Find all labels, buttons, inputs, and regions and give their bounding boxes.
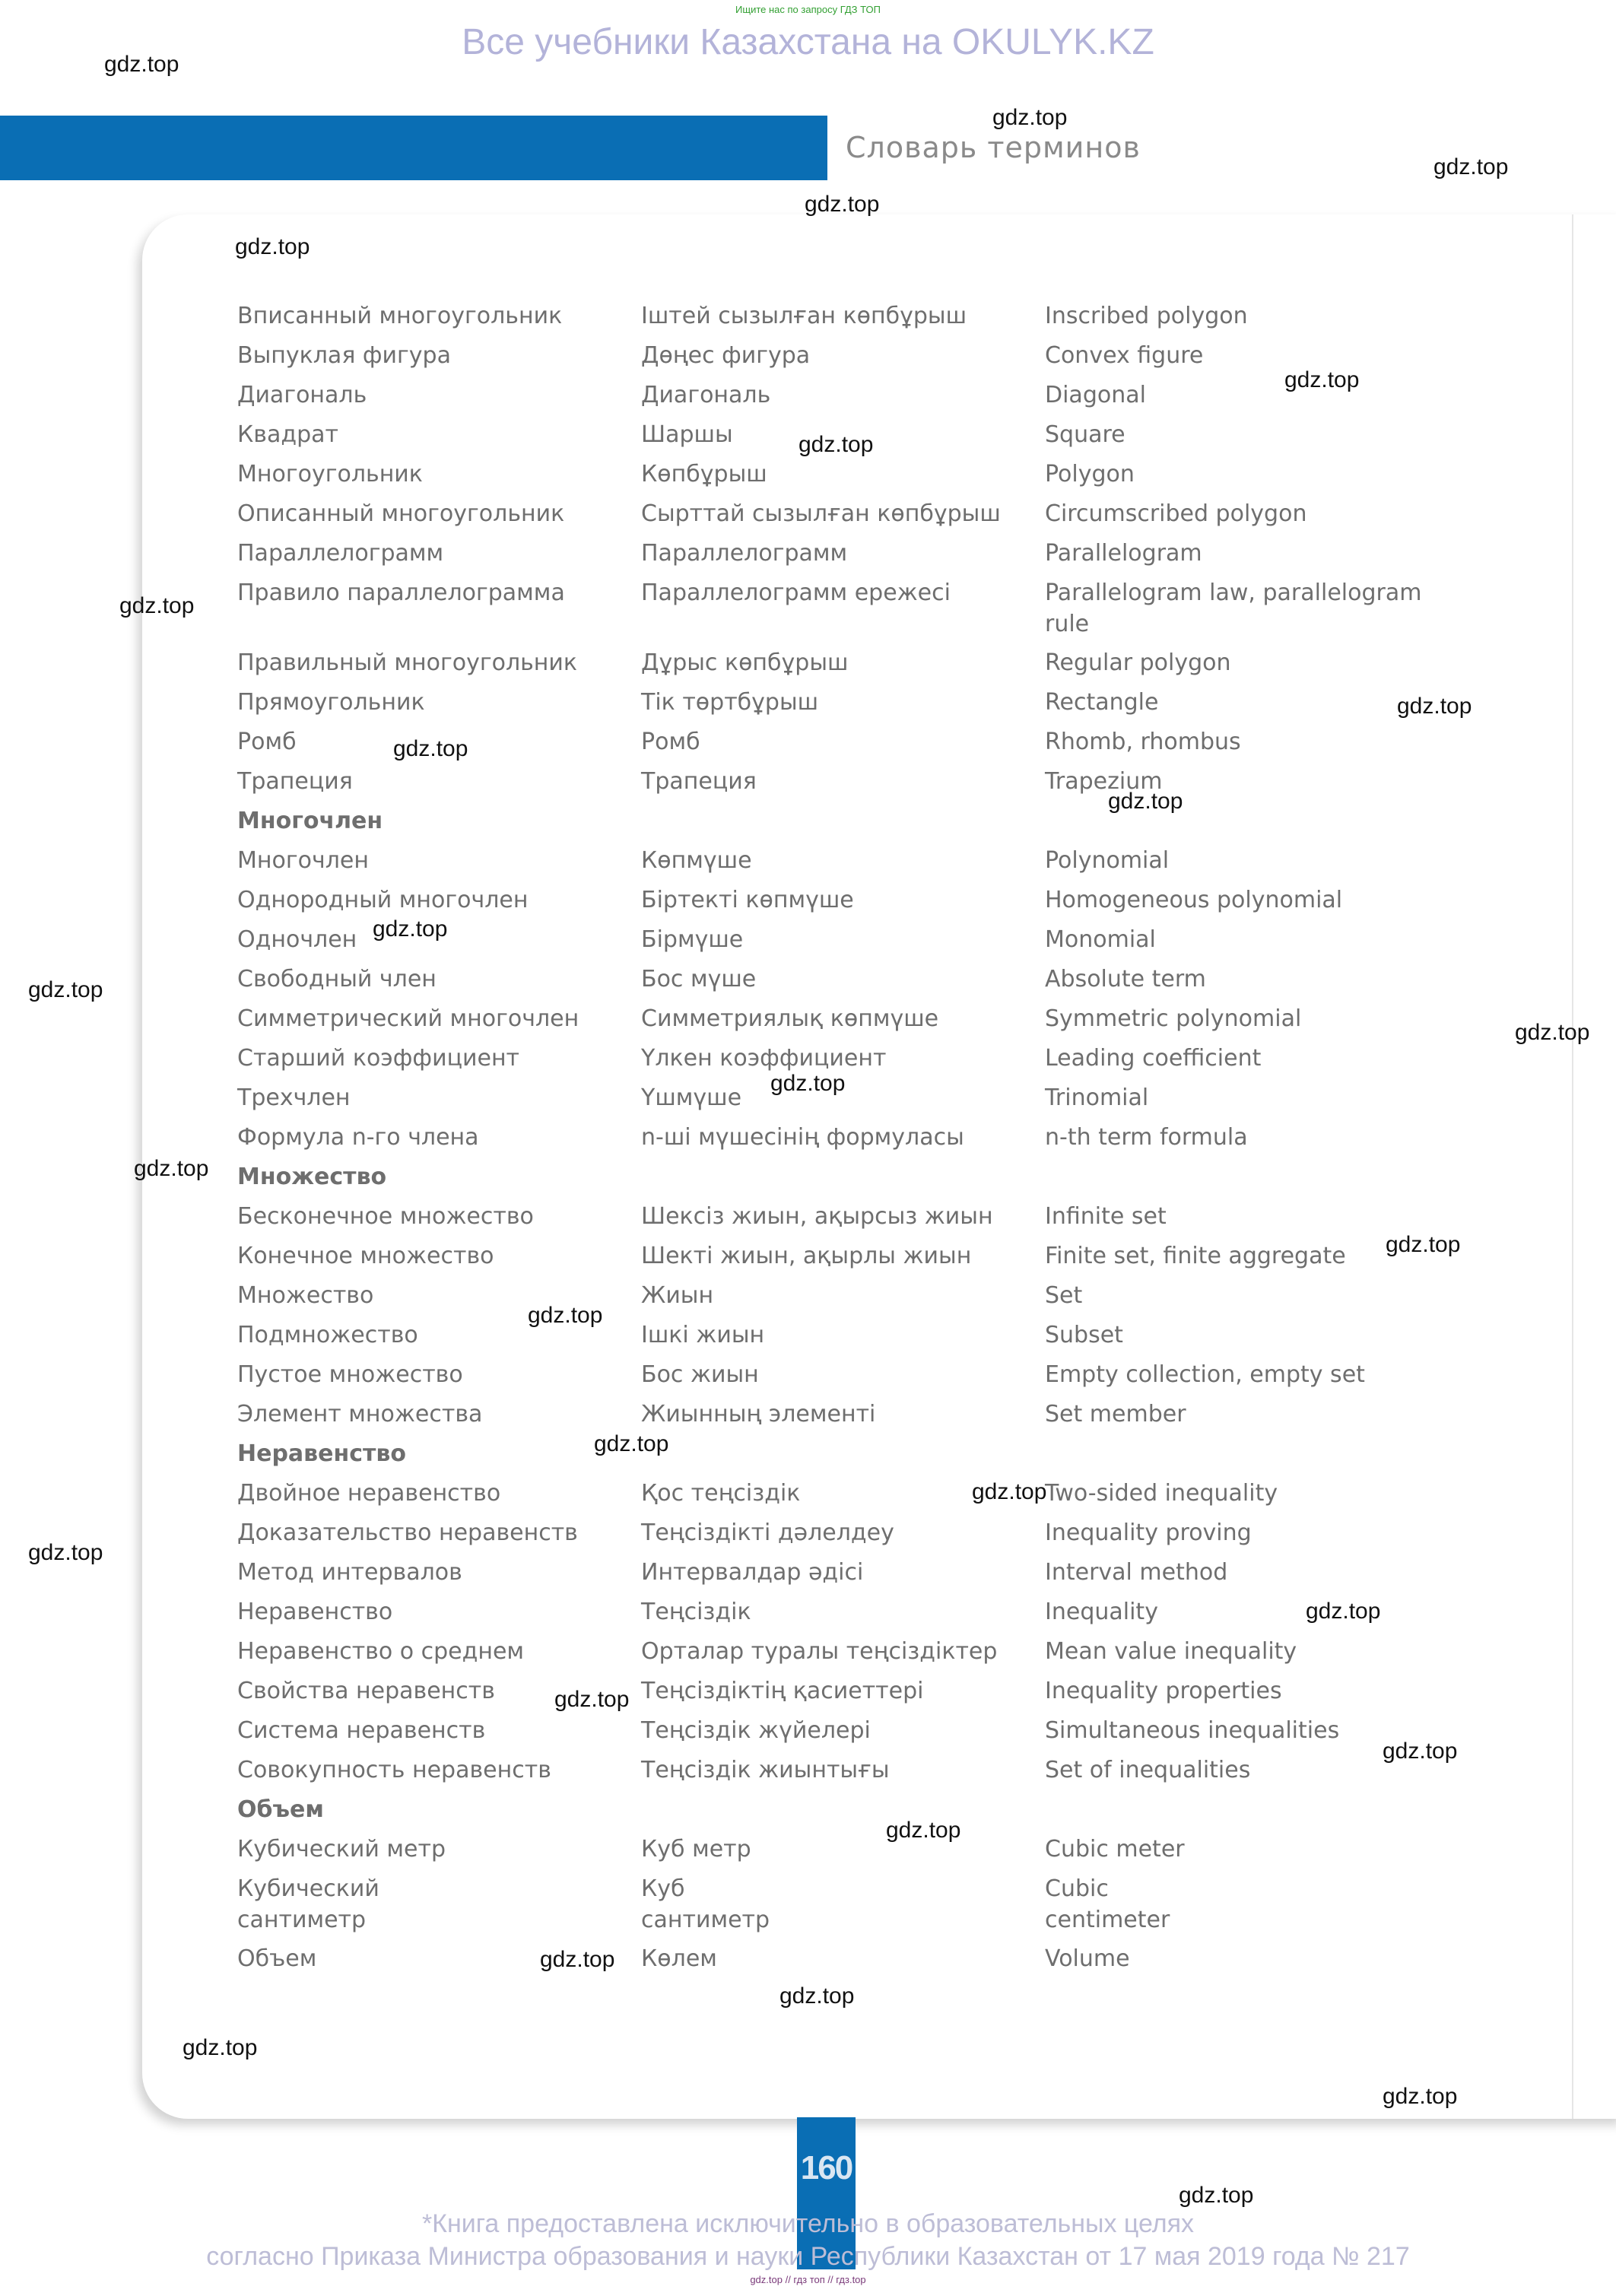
term-kazakh: Жиынның элементі — [641, 1401, 876, 1427]
term-english: Two-sided inequality — [1045, 1480, 1278, 1507]
term-english: n-th term formula — [1045, 1124, 1248, 1151]
term-english: Inequality — [1045, 1599, 1158, 1625]
term-english: Leading coefficient — [1045, 1045, 1262, 1072]
glossary-row — [237, 1319, 1545, 1359]
term-kazakh: Шаршы — [641, 421, 733, 448]
glossary-row — [237, 1873, 1545, 1943]
term-russian: Объем — [237, 1945, 317, 1972]
watermark: gdz.top — [1108, 789, 1183, 814]
term-russian: Элемент множества — [237, 1401, 483, 1427]
watermark: gdz.top — [28, 1540, 103, 1565]
watermark: gdz.top — [28, 977, 103, 1002]
term-russian: Диагональ — [237, 382, 367, 408]
watermark: gdz.top — [1179, 2183, 1254, 2208]
term-english: Inequality proving — [1045, 1520, 1252, 1546]
watermark: gdz.top — [1515, 1020, 1590, 1045]
term-russian: Свободный член — [237, 966, 437, 992]
watermark: gdz.top — [134, 1156, 209, 1181]
bottom-note: gdz.top // гдз топ // гдз.top — [750, 2274, 866, 2285]
term-russian: Метод интервалов — [237, 1559, 462, 1586]
term-english: Polygon — [1045, 461, 1135, 487]
term-russian: Бесконечное множество — [237, 1203, 534, 1230]
glossary-row — [237, 577, 1545, 647]
glossary-row — [237, 1755, 1545, 1794]
section-heading: Множество — [237, 1164, 387, 1190]
term-russian: Кубический метр — [237, 1836, 446, 1863]
glossary-row — [237, 1399, 1545, 1438]
glossary-row — [237, 1240, 1545, 1280]
term-kazakh: Бос мүше — [641, 966, 757, 992]
term-kazakh: Ромб — [641, 729, 700, 755]
term-kazakh: Теңсіздік жиынтығы — [641, 1757, 890, 1783]
term-english: Symmetric polynomial — [1045, 1005, 1302, 1032]
watermark: gdz.top — [770, 1071, 846, 1096]
term-russian: Неравенство о среднем — [237, 1638, 525, 1665]
watermark: gdz.top — [554, 1687, 630, 1712]
glossary-row — [237, 1943, 1545, 1983]
term-kazakh: Үшмүше — [641, 1084, 742, 1111]
watermark: gdz.top — [1383, 2084, 1458, 2109]
term-english: Set — [1045, 1282, 1083, 1309]
term-english: Parallelogram — [1045, 540, 1202, 567]
term-kazakh: Орталар туралы теңсіздіктер — [641, 1638, 998, 1665]
glossary-row — [237, 1517, 1545, 1557]
term-english: Infinite set — [1045, 1203, 1167, 1230]
glossary-row — [237, 1715, 1545, 1755]
top-search-note: Ищите нас по запросу ГДЗ ТОП — [735, 4, 881, 15]
term-kazakh: Симметриялық көпмүше — [641, 1005, 939, 1032]
term-english: Subset — [1045, 1322, 1123, 1348]
term-russian: Конечное множество — [237, 1243, 494, 1269]
watermark: gdz.top — [1397, 694, 1472, 719]
term-english: Inequality properties — [1045, 1678, 1282, 1704]
term-kazakh: Біртекті көпмүше — [641, 887, 854, 913]
term-kazakh: Теңсіздік — [641, 1599, 751, 1625]
term-kazakh: Көпбұрыш — [641, 461, 767, 487]
term-english: Trapezium — [1045, 768, 1163, 795]
term-russian: Однородный многочлен — [237, 887, 529, 913]
term-kazakh: Бірмүше — [641, 926, 744, 953]
term-kazakh: Дөңес фигура — [641, 342, 811, 369]
term-kazakh: Куб метр — [641, 1836, 751, 1863]
glossary-row — [237, 300, 1545, 340]
term-english: Square — [1045, 421, 1125, 448]
watermark: gdz.top — [886, 1818, 961, 1843]
term-russian: Совокупность неравенств — [237, 1757, 551, 1783]
term-russian: Параллелограмм — [237, 540, 444, 567]
term-russian: Двойное неравенство — [237, 1480, 501, 1507]
section-heading: Объем — [237, 1796, 324, 1823]
term-russian: Подмножество — [237, 1322, 418, 1348]
term-english: Set member — [1045, 1401, 1186, 1427]
term-kazakh: Шекті жиын, ақырлы жиын — [641, 1243, 972, 1269]
section-heading: Неравенство — [237, 1440, 406, 1467]
term-kazakh: Теңсіздіктің қасиеттері — [641, 1678, 924, 1704]
term-kazakh: Бос жиын — [641, 1361, 759, 1388]
term-english: Monomial — [1045, 926, 1156, 953]
term-kazakh: Дұрыс көпбұрыш — [641, 649, 849, 676]
glossary-row — [237, 419, 1545, 459]
term-kazakh: Диагональ — [641, 382, 771, 408]
watermark: gdz.top — [1284, 367, 1360, 392]
watermark: gdz.top — [972, 1479, 1047, 1504]
term-russian: Квадрат — [237, 421, 339, 448]
term-kazakh: Трапеция — [641, 768, 757, 795]
term-english: Polynomial — [1045, 847, 1170, 874]
term-english: Simultaneous inequalities — [1045, 1717, 1340, 1744]
term-kazakh: Көпмүше — [641, 847, 752, 874]
header-accent-bar — [0, 116, 827, 180]
glossary-row — [237, 647, 1545, 687]
term-english: Mean value inequality — [1045, 1638, 1297, 1665]
term-russian: Свойства неравенств — [237, 1678, 495, 1704]
term-russian: Множество — [237, 1282, 374, 1309]
watermark: gdz.top — [1306, 1599, 1381, 1624]
watermark: gdz.top — [1433, 154, 1509, 179]
glossary-row — [237, 1043, 1545, 1082]
term-english: Regular polygon — [1045, 649, 1231, 676]
watermark: gdz.top — [1383, 1739, 1458, 1764]
watermark: gdz.top — [119, 593, 195, 618]
watermark: gdz.top — [779, 1983, 855, 2009]
watermark: gdz.top — [992, 105, 1068, 130]
term-english: Set of inequalities — [1045, 1757, 1251, 1783]
term-english: Empty collection, empty set — [1045, 1361, 1365, 1388]
term-russian: Прямоугольник — [237, 689, 425, 716]
glossary-row — [237, 1478, 1545, 1517]
glossary-row — [237, 1122, 1545, 1161]
glossary-row — [237, 1359, 1545, 1399]
watermark: gdz.top — [104, 52, 179, 77]
term-kazakh: Теңсіздік жүйелері — [641, 1717, 871, 1744]
term-russian: Неравенство — [237, 1599, 393, 1625]
term-english: Volume — [1045, 1945, 1130, 1972]
watermark: gdz.top — [1386, 1232, 1461, 1257]
term-kazakh: Теңсіздікті дәлелдеу — [641, 1520, 894, 1546]
glossary-row — [237, 687, 1545, 726]
term-english: Rhomb, rhombus — [1045, 729, 1241, 755]
term-english: Absolute term — [1045, 966, 1206, 992]
term-kazakh: Шексіз жиын, ақырсыз жиын — [641, 1203, 993, 1230]
glossary-row — [237, 766, 1545, 805]
term-russian: Формула n-го члена — [237, 1124, 479, 1151]
watermark: gdz.top — [393, 736, 468, 761]
term-russian: Трехчлен — [237, 1084, 351, 1111]
term-kazakh: Сырттай сызылған көпбұрыш — [641, 500, 1001, 527]
term-english: Inscribed polygon — [1045, 303, 1248, 329]
term-english: Cubic meter — [1045, 1836, 1185, 1863]
term-kazakh: Куб сантиметр — [641, 1875, 770, 1933]
glossary-row — [237, 845, 1545, 884]
glossary-row — [237, 1675, 1545, 1715]
watermark: gdz.top — [805, 192, 880, 217]
term-russian: Симметрический многочлен — [237, 1005, 579, 1032]
term-english: Rectangle — [1045, 689, 1159, 716]
watermark: gdz.top — [528, 1303, 603, 1328]
term-russian: Старший коэффициент — [237, 1045, 520, 1072]
disclaimer-line-1: *Книга предоставлена исключительно в образовательных целях — [421, 2209, 1195, 2238]
disclaimer-line-2: согласно Приказа Министра образования и науки Республики Казахстан от 17 мая 2019 года № 217 — [206, 2242, 1410, 2271]
glossary-row — [237, 1557, 1545, 1596]
term-kazakh: Қос теңсіздік — [641, 1480, 801, 1507]
term-russian: Ромб — [237, 729, 297, 755]
term-russian: Правило параллелограмма — [237, 580, 565, 606]
term-english: Cubic centimeter — [1045, 1875, 1170, 1933]
term-russian: Многоугольник — [237, 461, 423, 487]
term-kazakh: Параллелограмм ережесі — [641, 580, 951, 606]
term-russian: Кубический сантиметр — [237, 1875, 379, 1933]
term-english: Parallelogram law, parallelogram rule — [1045, 580, 1422, 637]
watermark: gdz.top — [373, 916, 448, 942]
glossary-row — [237, 1280, 1545, 1319]
watermark: gdz.top — [594, 1431, 669, 1456]
term-russian: Трапеция — [237, 768, 353, 795]
term-kazakh: Параллелограмм — [641, 540, 848, 567]
term-russian: Доказательство неравенств — [237, 1520, 578, 1546]
term-kazakh: Тік төртбұрыш — [641, 689, 819, 716]
glossary-table — [237, 300, 1545, 1983]
term-russian: Правильный многоугольник — [237, 649, 578, 676]
term-kazakh: Іштей сызылған көпбұрыш — [641, 303, 967, 329]
term-english: Interval method — [1045, 1559, 1228, 1586]
term-russian: Пустое множество — [237, 1361, 463, 1388]
glossary-row — [237, 1003, 1545, 1043]
section-heading: Многочлен — [237, 808, 383, 834]
glossary-row — [237, 1201, 1545, 1240]
section-title: Словарь терминов — [846, 131, 1141, 164]
term-english: Homogeneous polynomial — [1045, 887, 1343, 913]
glossary-row — [237, 538, 1545, 577]
term-kazakh: Үлкен коэффициент — [641, 1045, 887, 1072]
term-kazakh: Интервалдар әдісі — [641, 1559, 864, 1586]
term-english: Trinomial — [1045, 1084, 1149, 1111]
term-russian: Одночлен — [237, 926, 357, 953]
term-english: Circumscribed polygon — [1045, 500, 1307, 527]
card-edge-divider — [1572, 214, 1573, 2119]
watermark: gdz.top — [798, 432, 874, 457]
glossary-row — [237, 1082, 1545, 1122]
glossary-row — [237, 498, 1545, 538]
term-russian: Выпуклая фигура — [237, 342, 451, 369]
term-english: Convex figure — [1045, 342, 1204, 369]
term-russian: Вписанный многоугольник — [237, 303, 563, 329]
term-russian: Система неравенств — [237, 1717, 486, 1744]
term-kazakh: n-ші мүшесінің формуласы — [641, 1124, 964, 1151]
glossary-row — [237, 459, 1545, 498]
watermark: gdz.top — [235, 234, 310, 259]
term-english: Finite set, finite aggregate — [1045, 1243, 1346, 1269]
glossary-row — [237, 1636, 1545, 1675]
site-title[interactable]: Все учебники Казахстана на OKULYK.KZ — [462, 22, 1154, 62]
watermark: gdz.top — [183, 2035, 258, 2060]
term-russian: Описанный многоугольник — [237, 500, 565, 527]
term-russian: Многочлен — [237, 847, 369, 874]
term-english: Diagonal — [1045, 382, 1146, 408]
term-kazakh: Көлем — [641, 1945, 717, 1972]
watermark: gdz.top — [540, 1947, 615, 1972]
page-number: 160 — [800, 2149, 852, 2186]
term-kazakh: Ішкі жиын — [641, 1322, 765, 1348]
term-kazakh: Жиын — [641, 1282, 714, 1309]
glossary-row — [237, 964, 1545, 1003]
